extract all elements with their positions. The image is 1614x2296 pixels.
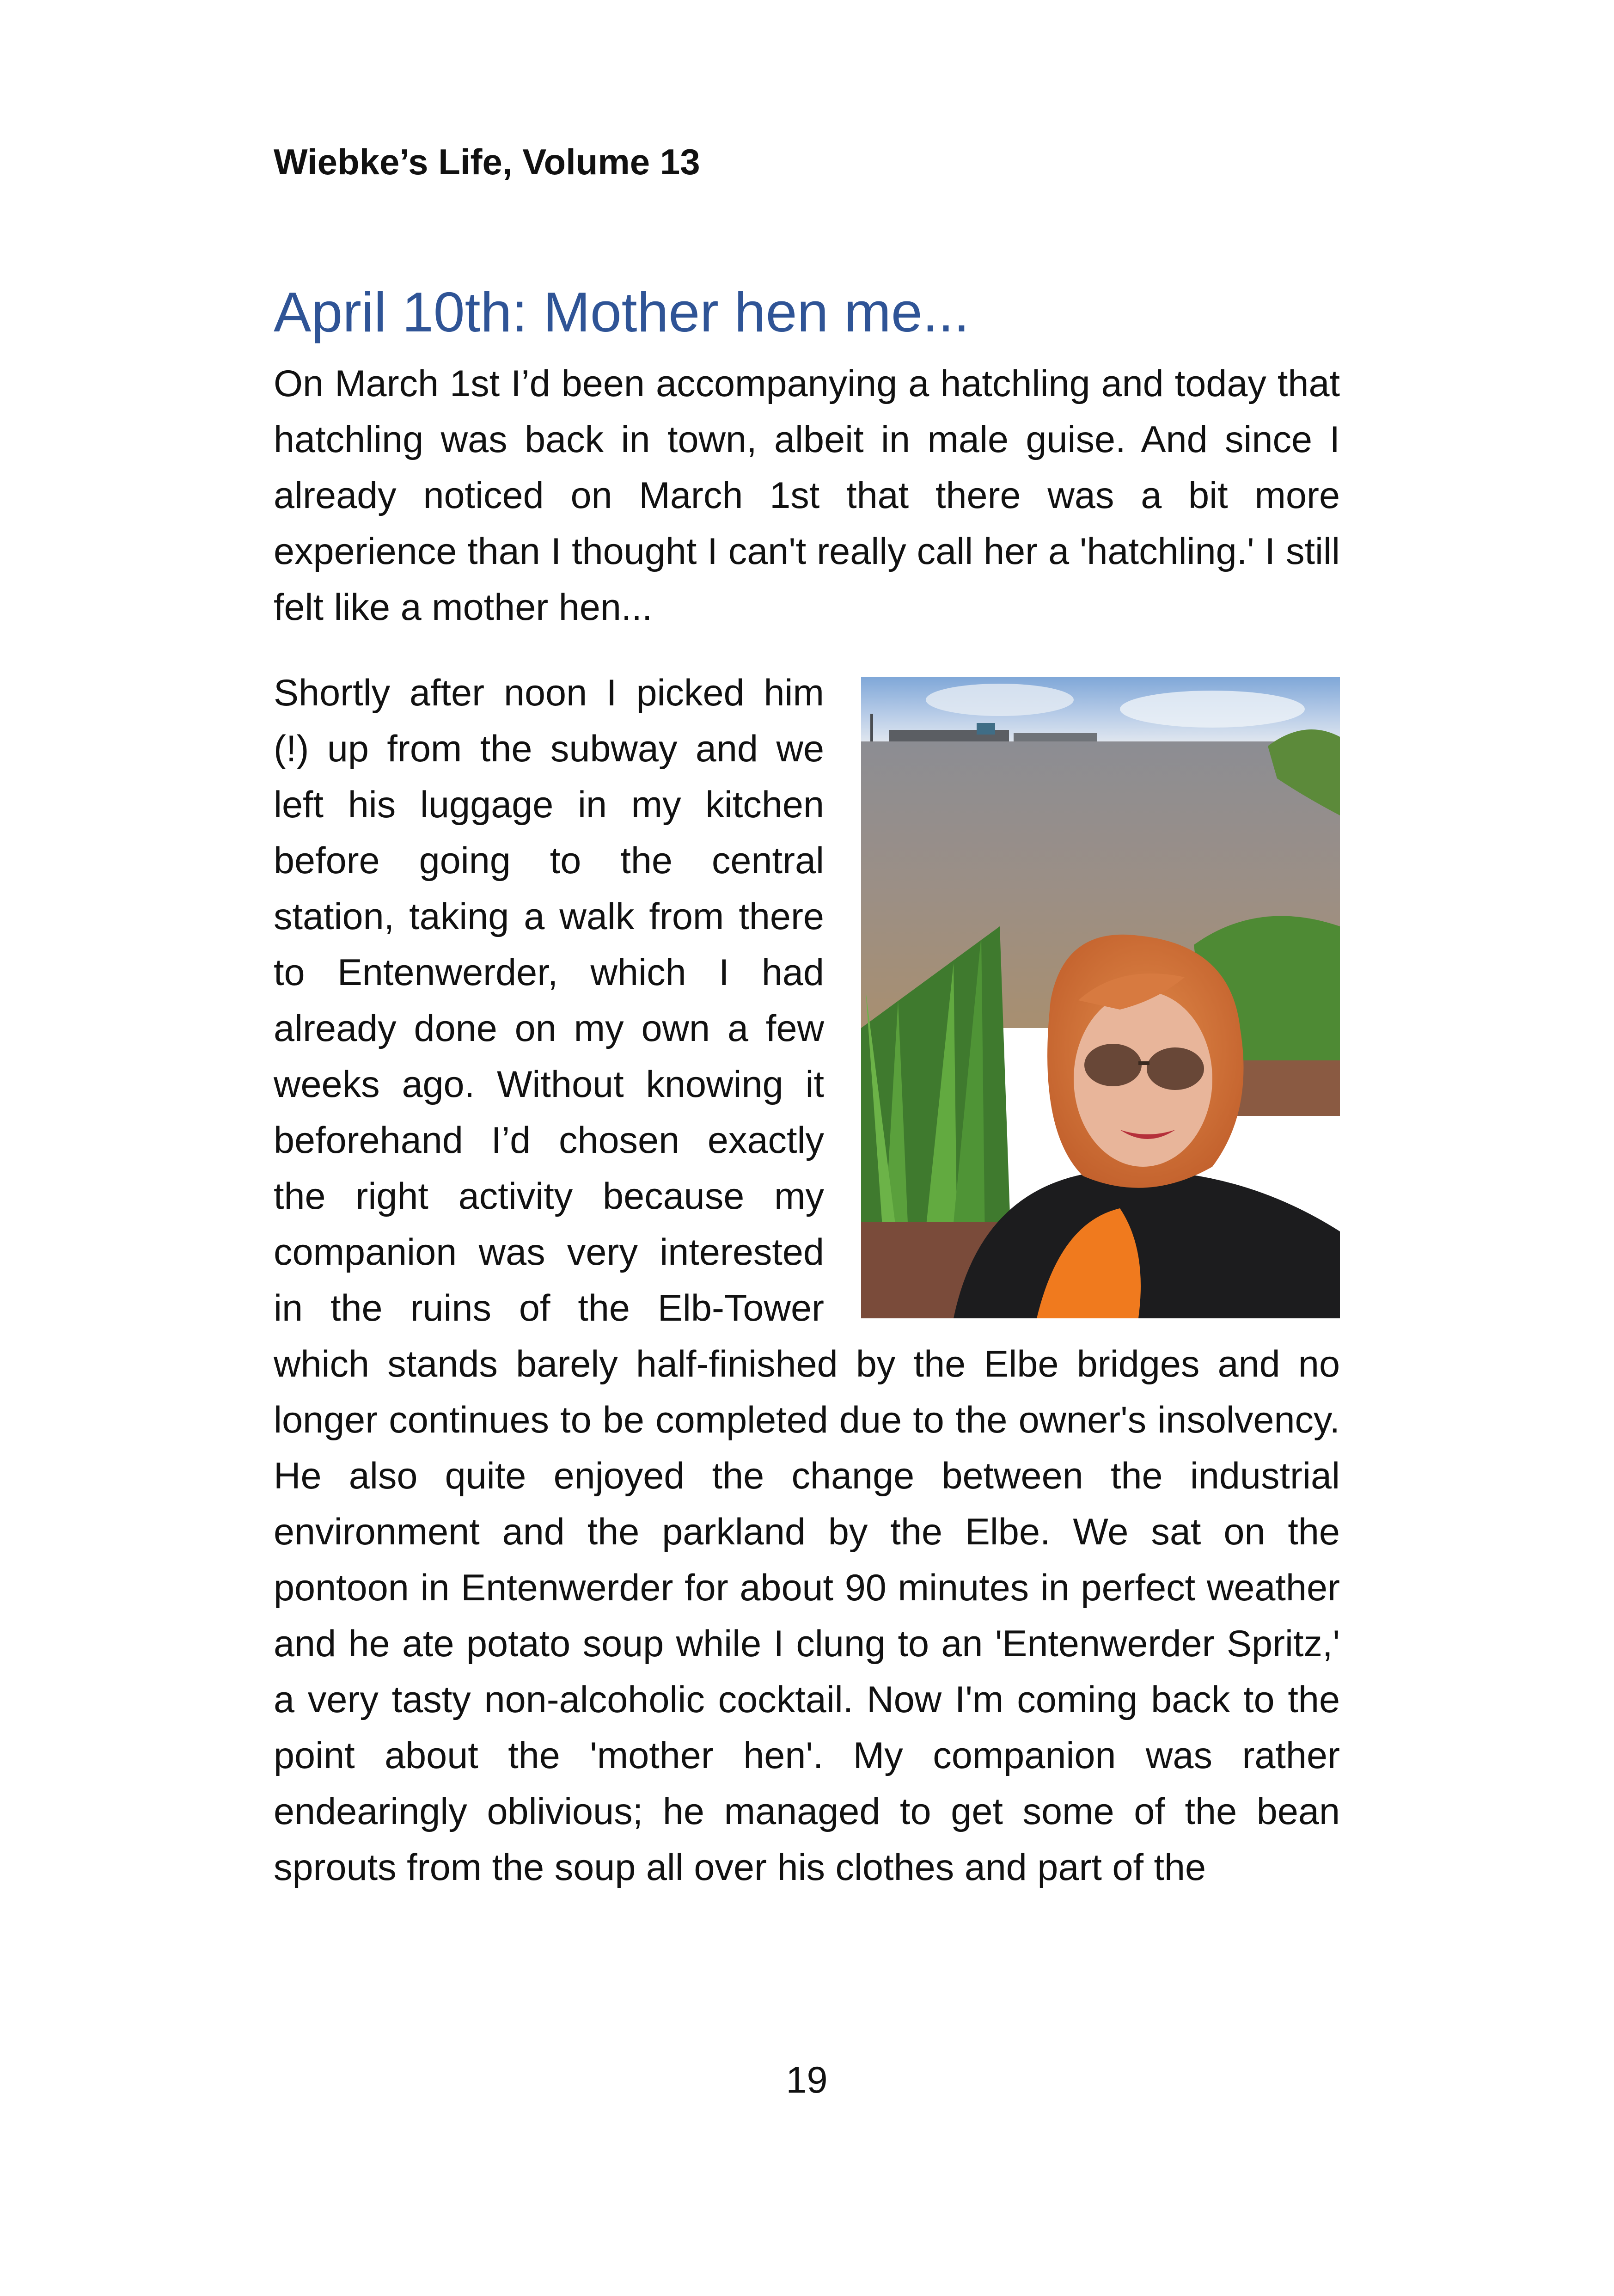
chapter-heading: April 10th: Mother hen me... <box>274 281 970 343</box>
photo-illustration <box>861 677 1340 1318</box>
paragraph-2: Shortly after noon I picked him (!) up from the subway and we left his luggage in my kitchen before going to the central station, taking a walk from there to Entenwerder, which I had already done on my own a few weeks ago. Without knowing it beforehand I’d chosen exactly the right activity because my companion was very interested in the ruins of the Elb-Tower which stands barely half-finished by the Elbe bridges and no longer continues to be completed due to the owner's insolvency. He also quite enjoyed the change between the industrial environment and the parkland by the Elbe. We sat on the pontoon in Entenwerder for about 90 minutes in perfect weather and he ate potato soup while I clung to an 'Entenwerder Spritz,' a very tasty non-alcoholic cocktail. Now I'm coming back to the point about the 'mother hen'. My companion was rather endearingly oblivious; he managed to get some of the bean sprouts from the soup all over his clothes and part of the <box>274 672 1340 1888</box>
document-page <box>274 139 1340 2219</box>
paragraph-1: On March 1st I’d been accompanying a hatchling and today that hatchling was back in town, albeit in male guise. And since I already noticed on March 1st that there was a bit more experience than I thought I can't really call her a 'hatchling.' I still felt like a mother hen... <box>274 363 1340 628</box>
photo-selfie-by-river <box>861 677 1340 1318</box>
page-number: 19 <box>786 2059 828 2101</box>
body-text <box>274 356 1340 1925</box>
running-head: Wiebke’s Life, Volume 13 <box>274 141 700 182</box>
